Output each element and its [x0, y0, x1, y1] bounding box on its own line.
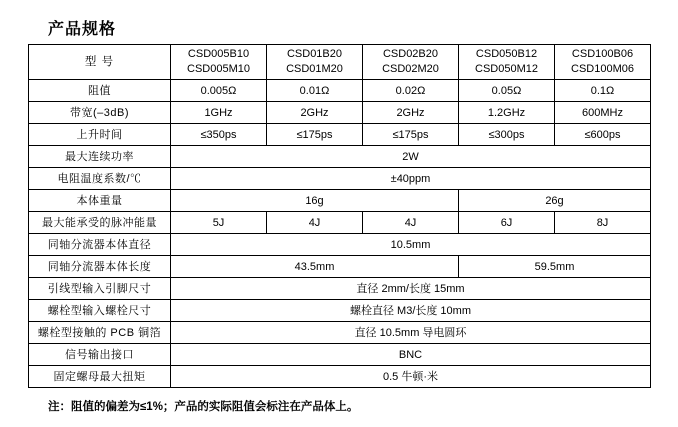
row-value: 4J	[267, 212, 363, 234]
row-label: 电阻温度系数/℃	[29, 168, 171, 190]
table-row	[29, 146, 651, 168]
product-spec-table	[28, 44, 651, 388]
table-row	[29, 102, 651, 124]
row-value: 600MHz	[555, 102, 651, 124]
row-value: 8J	[555, 212, 651, 234]
row-value: 2GHz	[363, 102, 459, 124]
row-value: 0.05Ω	[459, 80, 555, 102]
row-value: 6J	[459, 212, 555, 234]
model-name-line2: CSD02M20	[382, 63, 439, 75]
row-value: 2GHz	[267, 102, 363, 124]
model-name-line2: CSD01M20	[286, 63, 343, 75]
model-name-line1: CSD01B20	[286, 48, 343, 60]
model-header-cell	[459, 45, 555, 80]
table-row	[29, 366, 651, 388]
row-value: BNC	[171, 344, 651, 366]
row-label: 引线型输入引脚尺寸	[29, 278, 171, 300]
table-body	[29, 45, 651, 388]
model-name-line1: CSD100B06	[571, 48, 634, 60]
model-header-label: 型 号	[29, 45, 171, 80]
row-value: 1.2GHz	[459, 102, 555, 124]
row-value: 59.5mm	[459, 256, 651, 278]
row-label: 最大连续功率	[29, 146, 171, 168]
row-value: 2W	[171, 146, 651, 168]
row-label: 最大能承受的脉冲能量	[29, 212, 171, 234]
table-row	[29, 190, 651, 212]
row-value: 直径 2mm/长度 15mm	[171, 278, 651, 300]
row-label: 带宽(–3dB)	[29, 102, 171, 124]
row-label: 同轴分流器本体长度	[29, 256, 171, 278]
row-value: 16g	[171, 190, 459, 212]
row-label: 上升时间	[29, 124, 171, 146]
model-name-line1: CSD02B20	[382, 48, 439, 60]
row-value: ≤175ps	[363, 124, 459, 146]
page-title: 产品规格	[48, 21, 117, 38]
table-row	[29, 168, 651, 190]
table-header-row	[29, 45, 651, 80]
row-value: 0.005Ω	[171, 80, 267, 102]
footnote: 注：阻值的偏差为≤1%；产品的实际阻值会标注在产品体上。	[48, 401, 359, 413]
row-label: 螺栓型输入螺栓尺寸	[29, 300, 171, 322]
row-value: ≤300ps	[459, 124, 555, 146]
row-value: 0.01Ω	[267, 80, 363, 102]
row-label: 固定螺母最大扭矩	[29, 366, 171, 388]
row-value: 10.5mm	[171, 234, 651, 256]
model-header-cell	[171, 45, 267, 80]
row-value: 5J	[171, 212, 267, 234]
row-value: 0.02Ω	[363, 80, 459, 102]
row-value: 26g	[459, 190, 651, 212]
row-label: 同轴分流器本体直径	[29, 234, 171, 256]
model-name-line2: CSD050M12	[475, 63, 538, 75]
model-header-cell	[363, 45, 459, 80]
table-row	[29, 212, 651, 234]
row-value: 4J	[363, 212, 459, 234]
table-row	[29, 344, 651, 366]
row-value: ≤350ps	[171, 124, 267, 146]
table-row	[29, 80, 651, 102]
row-label: 信号输出接口	[29, 344, 171, 366]
table-row	[29, 124, 651, 146]
model-header-cell	[555, 45, 651, 80]
row-value: 直径 10.5mm 导电圆环	[171, 322, 651, 344]
row-value: 0.5 牛顿·米	[171, 366, 651, 388]
row-value: ≤600ps	[555, 124, 651, 146]
model-header-cell	[267, 45, 363, 80]
table-row	[29, 300, 651, 322]
table-row	[29, 256, 651, 278]
table-row	[29, 234, 651, 256]
row-label: 螺栓型接触的 PCB 铜箔	[29, 322, 171, 344]
model-name-line2: CSD005M10	[187, 63, 250, 75]
table-row	[29, 278, 651, 300]
row-value: 螺栓直径 M3/长度 10mm	[171, 300, 651, 322]
model-name-line1: CSD050B12	[475, 48, 538, 60]
row-value: ±40ppm	[171, 168, 651, 190]
row-value: 0.1Ω	[555, 80, 651, 102]
row-label: 阻值	[29, 80, 171, 102]
row-label: 本体重量	[29, 190, 171, 212]
model-name-line1: CSD005B10	[187, 48, 250, 60]
row-value: ≤175ps	[267, 124, 363, 146]
table-row	[29, 322, 651, 344]
row-value: 43.5mm	[171, 256, 459, 278]
model-name-line2: CSD100M06	[571, 63, 634, 75]
row-value: 1GHz	[171, 102, 267, 124]
